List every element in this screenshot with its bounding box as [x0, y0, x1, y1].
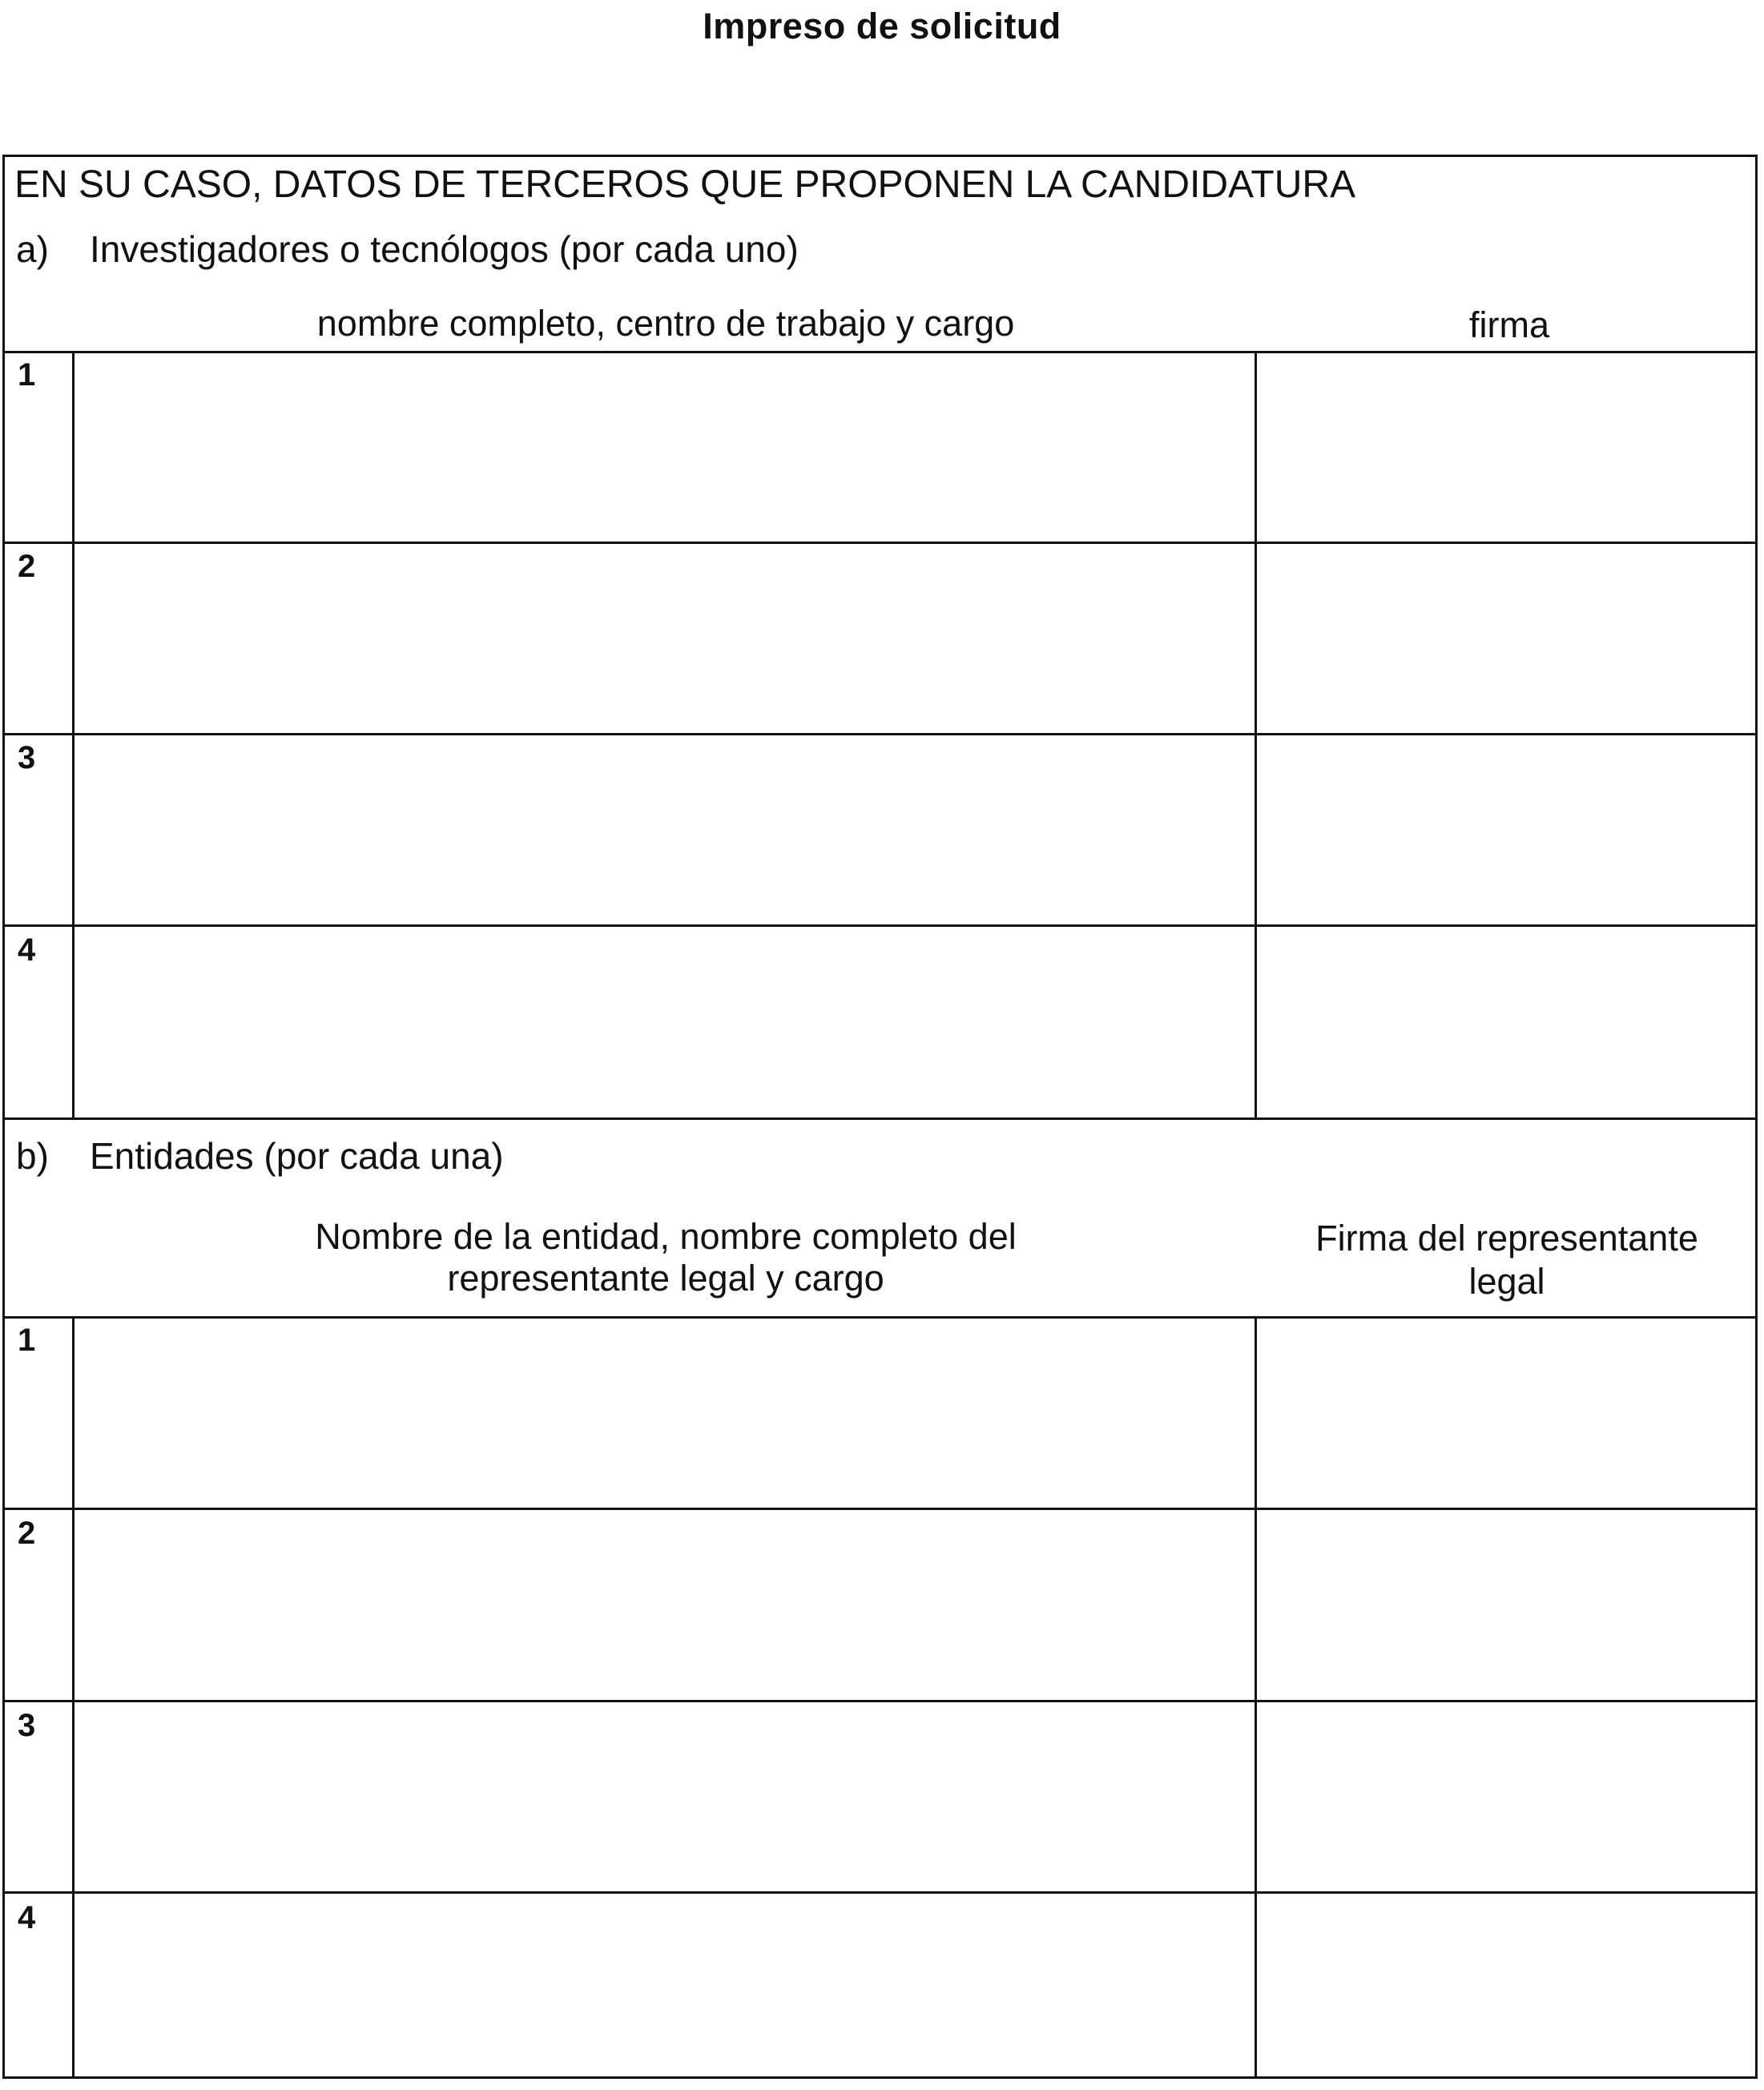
part-b-row-number: 1	[18, 1323, 36, 1358]
part-b-heading: Entidades (por cada una)	[90, 1135, 504, 1177]
part-b-row-number: 2	[18, 1516, 36, 1551]
part-a-heading: Investigadores o tecnólogos (por cada uno)	[90, 228, 799, 270]
part-a-col-sign-header: firma	[1469, 304, 1549, 345]
part-a-bottom-divider	[2, 1117, 1758, 1120]
part-a-label: a)	[16, 228, 49, 270]
part-b-row-number: 3	[18, 1708, 36, 1743]
part-b-row-number: 4	[18, 1900, 36, 1935]
part-a-row-number: 4	[18, 932, 36, 968]
part-b-col-sign-header-line2: legal	[1468, 1261, 1545, 1302]
part-b-col-main-header-line2: representante legal y cargo	[447, 1258, 884, 1299]
part-b-row-1-signature-cell[interactable]	[1257, 1319, 1758, 1508]
part-b-label: b)	[16, 1135, 49, 1177]
part-b-row-4-entity-cell[interactable]	[75, 1894, 1255, 2076]
part-a-row-number: 1	[18, 357, 36, 393]
part-b-row-3-entity-cell[interactable]	[75, 1702, 1255, 1891]
part-b-row-4-signature-cell[interactable]	[1257, 1894, 1758, 2076]
part-a-row-1-signature-cell[interactable]	[1257, 353, 1758, 542]
part-a-col-main-header: nombre completo, centro de trabajo y cargo	[316, 303, 1015, 344]
part-b-row-2-signature-cell[interactable]	[1257, 1510, 1758, 1700]
part-b-row-2-entity-cell[interactable]	[75, 1510, 1255, 1700]
part-a-row-4-signature-cell[interactable]	[1257, 927, 1758, 1117]
part-b-col-sign-header-line1: Firma del representante	[1315, 1218, 1698, 1258]
part-a-row-2-name-cell[interactable]	[75, 544, 1255, 733]
part-a-row-4-name-cell[interactable]	[75, 927, 1255, 1117]
part-a-row-number: 3	[18, 740, 36, 775]
part-a-row-number: 2	[18, 549, 36, 584]
part-b-row-3-signature-cell[interactable]	[1257, 1702, 1758, 1891]
part-a-row-3-signature-cell[interactable]	[1257, 735, 1758, 924]
part-a-row-1-name-cell[interactable]	[75, 353, 1255, 542]
part-a-row-2-signature-cell[interactable]	[1257, 544, 1758, 733]
section-heading: EN SU CASO, DATOS DE TERCEROS QUE PROPONEN LA CANDIDATURA	[14, 163, 1356, 206]
document-title: Impreso de solicitud	[703, 6, 1061, 46]
part-a-row-3-name-cell[interactable]	[75, 735, 1255, 924]
part-b-col-main-header-line1: Nombre de la entidad, nombre completo del	[315, 1216, 1017, 1257]
part-b-row-1-entity-cell[interactable]	[75, 1319, 1255, 1508]
